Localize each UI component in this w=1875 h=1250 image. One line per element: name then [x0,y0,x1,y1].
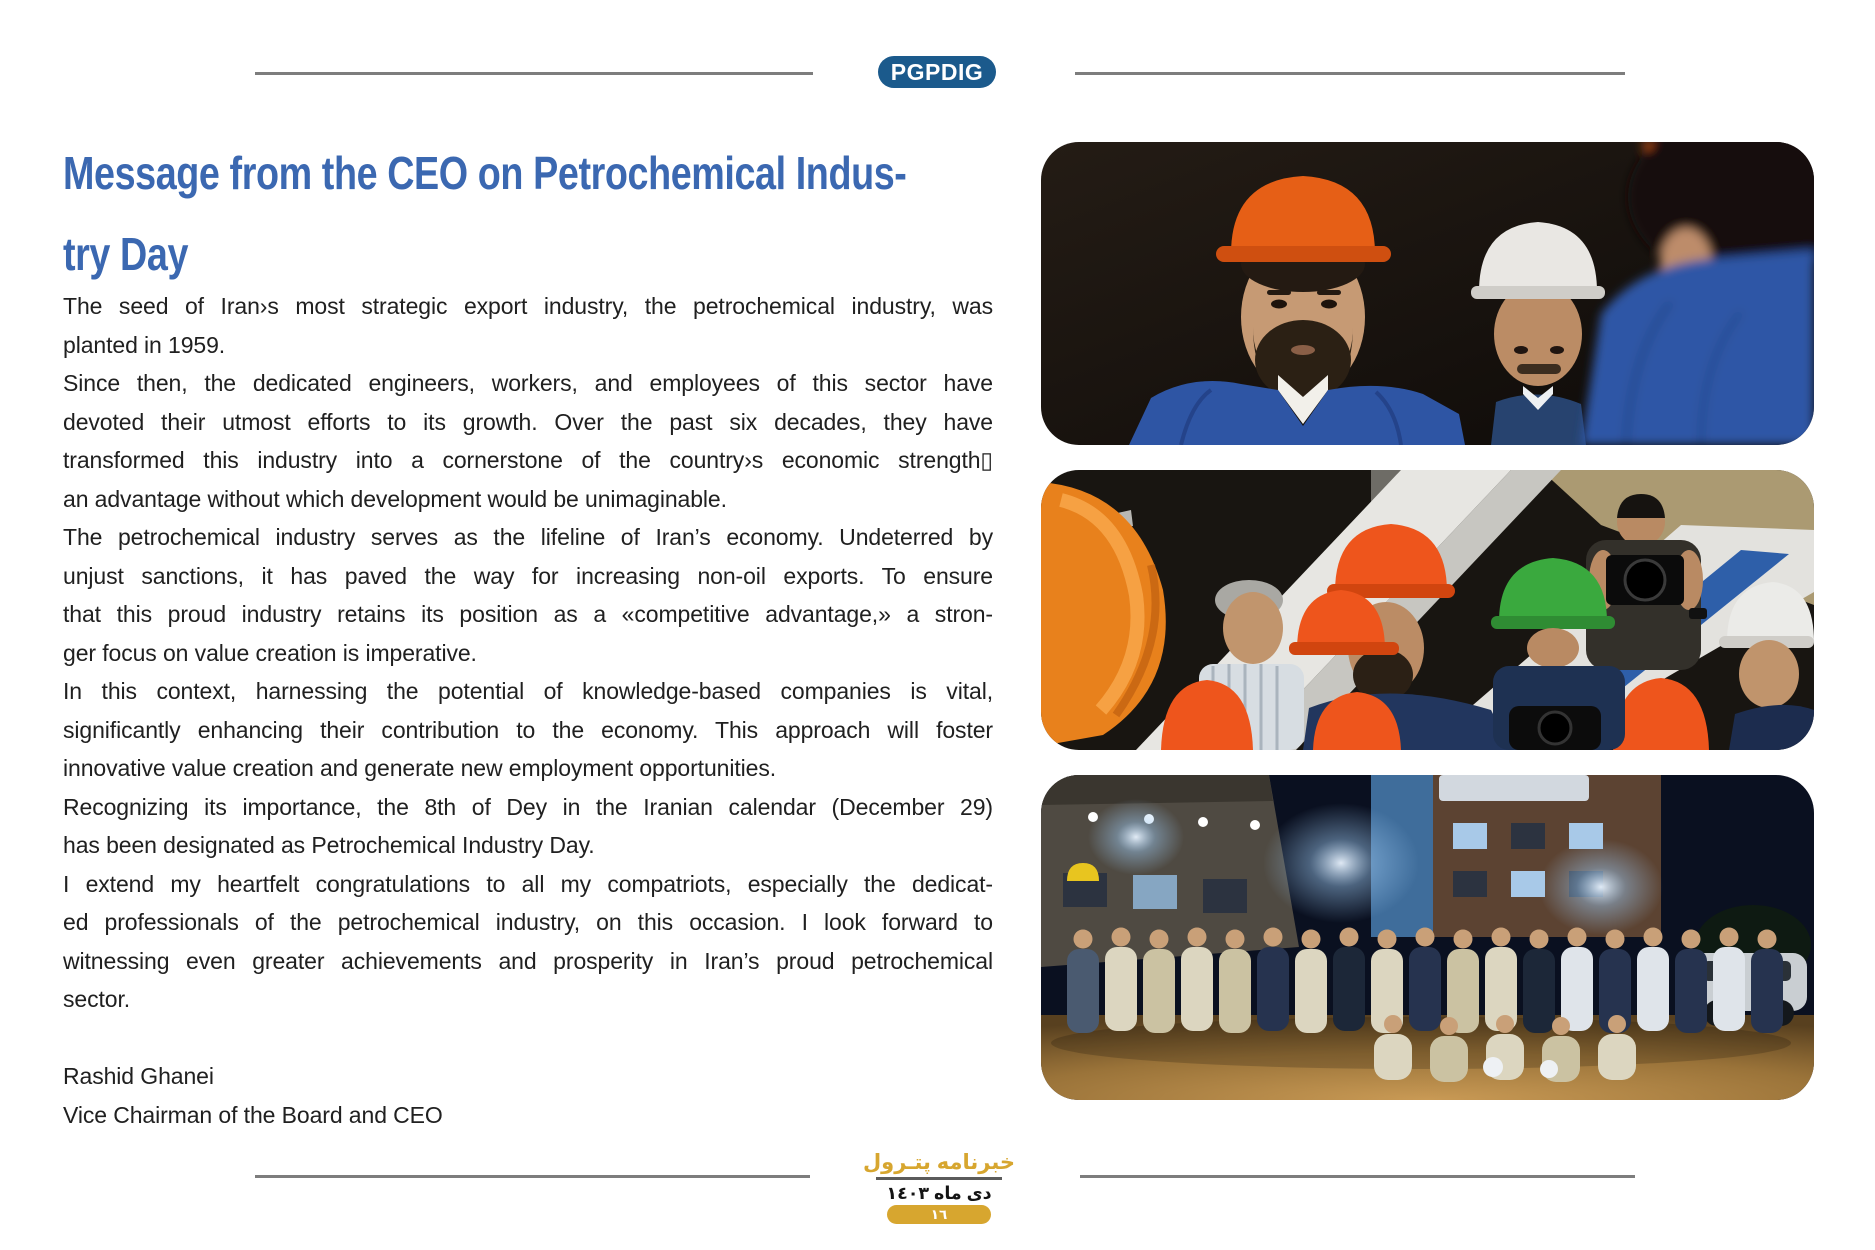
footer-rule-right [1080,1175,1635,1178]
article-line: Since then, the dedicated engineers, workers, and employees of this sector have [63,370,993,396]
article-title-line-1: Message from the CEO on Petrochemical Indus- [63,147,907,199]
white-suv [1689,905,1811,1026]
article-title-line-2: try Day [63,228,189,280]
article-line: that this proud industry retains its position as a «competitive advantage,» a stron- [63,601,993,627]
article-line: I extend my heartfelt congratulations to all my compatriots, especially the dedicat- [63,870,993,897]
article-line: unjust sanctions, it has paved the way for increasing non-oil exports. To ensure [63,562,993,589]
article-line: planted in 1959. [63,331,226,358]
footer-rule-left [255,1175,810,1178]
article-line: devoted their utmost efforts to its growth. Over the past six decades, they have [63,408,993,435]
night-group-photo [1041,775,1814,1100]
footer-mini-rule [876,1177,1002,1180]
floodlight-glow [1539,839,1663,935]
site-visit-photo [1041,470,1814,750]
pgpdig-badge: PGPDIG [878,56,996,88]
article-line: an advantage without which development would be unimaginable. [63,485,727,512]
article-line: significantly enhancing their contribution to the economy. This approach will foster [63,716,993,743]
article-line: ed professionals of the petrochemical industry, on this occasion. I look forward to [63,909,993,935]
page-number-pill: ١٦ [887,1205,991,1224]
issue-date: دی ماه ١٤٠٣ [886,1183,992,1203]
site-visit-illustration [1041,470,1814,750]
night-group-illustration [1041,775,1814,1100]
article-line: innovative value creation and generate new employment opportunities. [63,755,777,781]
floodlight-glow [1263,803,1419,923]
header-rule-left [255,72,813,75]
workers-closeup-illustration [1041,142,1814,445]
header-rule-right [1075,72,1625,75]
article-line: sector. [63,986,131,1012]
article-line: has been designated as Petrochemical Industry Day. [63,832,595,858]
article-line: In this context, harnessing the potential of knowledge-based companies is vital, [63,678,993,704]
article-line: Recognizing its importance, the 8th of Dey in the Iranian calendar (December 29) [63,793,993,820]
article-line: The seed of Iran›s most strategic export industry, the petrochemical industry, was [63,293,993,319]
signature-line: Vice Chairman of the Board and CEO [63,1101,443,1128]
workers-closeup-photo [1041,142,1814,445]
article-line: ger focus on value creation is imperative. [63,639,477,666]
article-line: witnessing even greater achievements and prosperity in Iran’s proud petrochemical [63,947,993,974]
newsletter-title: خبرنامه پتـرول [862,1151,1016,1174]
article-line: transformed this industry into a cornerstone of the country›s economic strength▯ [63,447,993,473]
paragraph-spacer [63,1019,993,1058]
article-line: The petrochemical industry serves as the lifeline of Iran’s economy. Undeterred by [63,524,993,550]
article-body [63,287,993,1134]
floodlight-glow [1088,799,1184,875]
signature-line: Rashid Ghanei [63,1063,214,1089]
